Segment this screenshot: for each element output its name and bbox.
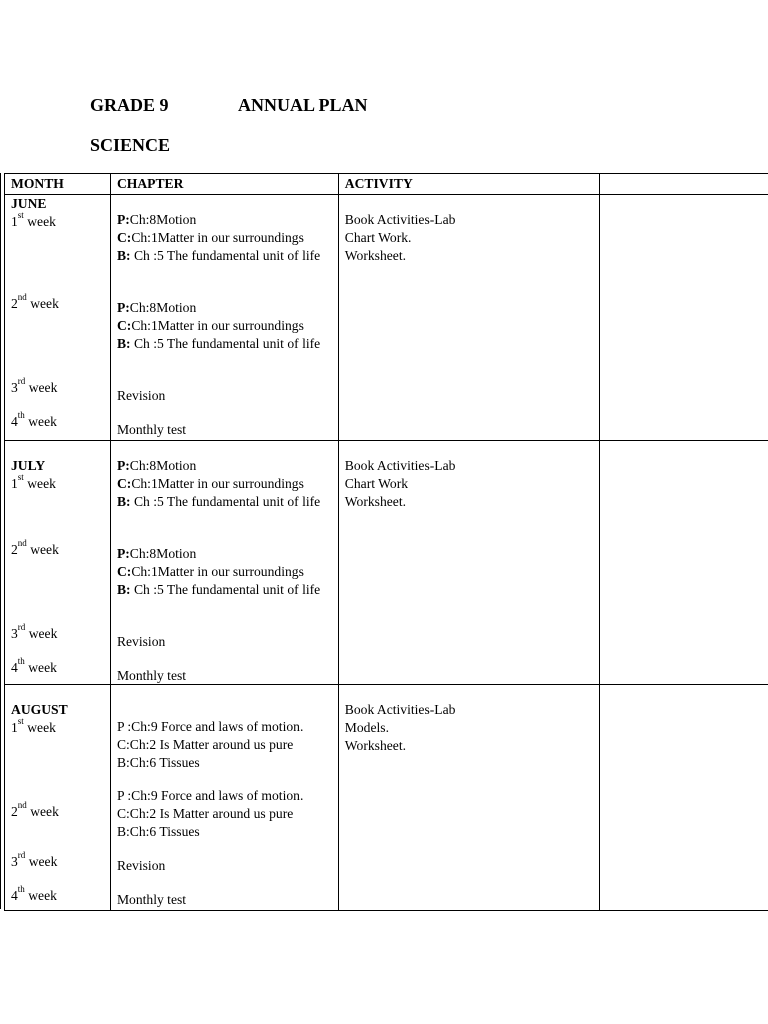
week-label: 1st week — [11, 716, 56, 735]
week-label: 2nd week — [11, 800, 59, 819]
activity-text: Book Activities-Lab — [344, 212, 456, 227]
chapter-cell — [110, 685, 338, 911]
week-label: 4th week — [11, 884, 57, 903]
chapter-block: P:Ch:8Motion C:Ch:1Matter in our surroundings B: Ch :5 The fundamental unit of life — [116, 212, 321, 263]
grade-heading: GRADE 9 — [90, 95, 169, 115]
activity-text: Book Activities-Lab — [344, 458, 456, 473]
week-label: 1st week — [11, 472, 56, 491]
table-left-rule — [0, 173, 1, 909]
chapter-block: P:Ch:8Motion C:Ch:1Matter in our surroundings B: Ch :5 The fundamental unit of life — [116, 458, 321, 509]
activity-text: Models. — [344, 720, 389, 735]
week-label: 1st week — [11, 210, 56, 229]
activity-cell — [338, 685, 599, 911]
activity-cell — [338, 441, 599, 685]
chapter-cell — [110, 195, 338, 441]
col-header-activity: ACTIVITY — [338, 174, 599, 195]
activity-text: Chart Work. — [344, 230, 412, 245]
chapter-text: Revision — [116, 634, 166, 649]
month-cell — [5, 685, 111, 911]
week-label: 3rd week — [11, 622, 58, 641]
chapter-block: P:Ch:8Motion C:Ch:1Matter in our surroundings B: Ch :5 The fundamental unit of life — [116, 300, 321, 351]
activity-text: Worksheet. — [344, 494, 406, 509]
annual-plan-heading: ANNUAL PLAN — [238, 95, 368, 115]
week-label: 3rd week — [11, 850, 58, 869]
table-row — [5, 441, 768, 685]
activity-text: Worksheet. — [344, 248, 406, 263]
chapter-block: P :Ch:9 Force and laws of motion. C:Ch:2 Is Matter around us pure B:Ch:6 Tissues — [116, 719, 304, 770]
chapter-block: P :Ch:9 Force and laws of motion. C:Ch:2 Is Matter around us pure B:Ch:6 Tissues — [116, 788, 304, 839]
week-label: 4th week — [11, 656, 57, 675]
table-header-row — [5, 174, 768, 195]
chapter-text: Monthly test — [116, 892, 187, 907]
blank-cell — [599, 441, 768, 685]
col-header-blank — [599, 174, 768, 195]
annual-plan-table — [4, 173, 768, 911]
activity-text: Chart Work — [344, 476, 409, 491]
week-label: 3rd week — [11, 376, 58, 395]
table-row — [5, 685, 768, 911]
blank-cell — [599, 195, 768, 441]
col-header-chapter: CHAPTER — [110, 174, 338, 195]
subject-heading: SCIENCE — [90, 135, 171, 155]
activity-text: Worksheet. — [344, 738, 406, 753]
chapter-text: Monthly test — [116, 668, 187, 683]
week-label: 4th week — [11, 410, 57, 429]
month-name: JULY — [11, 458, 46, 473]
chapter-cell — [110, 441, 338, 685]
activity-text: Book Activities-Lab — [344, 702, 456, 717]
table-row — [5, 195, 768, 441]
activity-cell — [338, 195, 599, 441]
chapter-text: Revision — [116, 388, 166, 403]
month-cell — [5, 195, 111, 441]
chapter-block: P:Ch:8Motion C:Ch:1Matter in our surroundings B: Ch :5 The fundamental unit of life — [116, 546, 321, 597]
chapter-text: Revision — [116, 858, 166, 873]
month-name: JUNE — [11, 196, 47, 211]
week-label: 2nd week — [11, 292, 59, 311]
week-label: 2nd week — [11, 538, 59, 557]
col-header-month: MONTH — [5, 174, 111, 195]
chapter-text: Monthly test — [116, 422, 187, 437]
blank-cell — [599, 685, 768, 911]
month-name: AUGUST — [11, 702, 68, 717]
month-cell — [5, 441, 111, 685]
